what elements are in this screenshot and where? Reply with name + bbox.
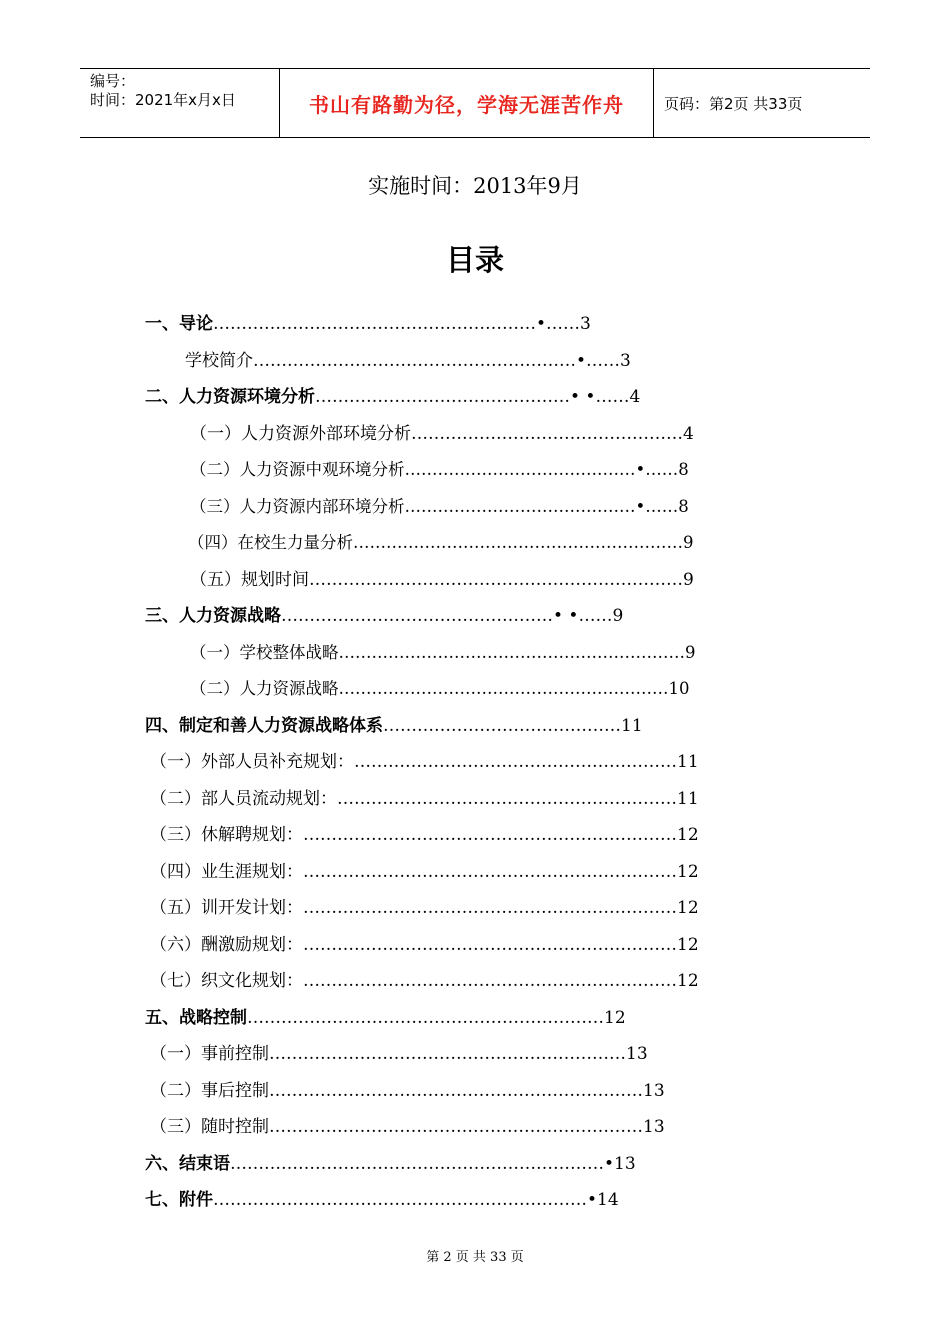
toc-entry-page: ……………………………………………………11 [337,788,699,809]
page-header [80,68,870,138]
toc-entry-page: ……………………………………11 [383,715,643,736]
toc-entry-page: …………………………………………………………•13 [230,1153,636,1174]
toc-entry-label: （四）业生涯规划： [150,861,303,882]
toc-entry-label: （五）训开发计划： [150,898,303,918]
toc-entry-label: （三）休解聘规划： [150,825,303,845]
toc-entry[interactable] [190,677,690,701]
toc-entry-page: ………………………………………• •……4 [315,387,641,407]
toc-entry-page: …………………………………………………………12 [303,861,699,882]
toc-entry-page: …………………………………………………………12 [303,971,699,991]
toc-entry[interactable] [150,750,699,774]
toc-entry-page: …………………………………………• •……9 [281,606,624,626]
toc-entry-label: （七）织文化规划： [150,971,303,991]
toc-entry[interactable] [150,1115,665,1139]
toc-entry-page: …………………………………………………………12 [303,825,699,845]
toc-entry-page: …………………………………………4 [411,423,694,444]
toc-entry-page: ………………………………………………………13 [269,1044,648,1064]
document-time-label: 时间：2021年x月x日 [90,91,236,109]
toc-entry[interactable] [145,1152,636,1176]
toc-entry-label: （一）学校整体战略 [190,642,339,662]
toc-entry[interactable] [150,1079,665,1103]
toc-entry-label: （四）在校生力量分析 [188,533,353,552]
toc-entry[interactable] [185,349,631,373]
toc-entry[interactable] [145,1006,626,1030]
header-motto: 书山有路勤为径，学海无涯苦作舟 [280,69,654,137]
toc-entry-page: …………………………………………………………13 [269,1080,665,1101]
toc-entry-page: …………………………………………………………13 [269,1117,665,1137]
toc-entry-page: ………………………………………………………12 [247,1007,626,1028]
toc-entry[interactable] [145,1188,619,1212]
toc-entry-label: （一）事前控制 [150,1044,269,1064]
toc-entry-page: …………………………………………………11 [354,752,699,772]
toc-entry[interactable] [190,422,694,446]
toc-entry-label: 三、人力资源战略 [145,606,281,626]
toc-entry[interactable] [145,604,623,628]
document-number-label: 编号： [90,72,136,90]
toc-entry[interactable] [150,933,699,957]
toc-entry[interactable] [145,714,643,738]
toc-entry-label: 五、战略控制 [145,1007,247,1028]
toc-entry-label: （一）人力资源外部环境分析 [190,423,411,444]
toc-entry-page: ………………………………………………………9 [338,642,696,662]
toc-entry-label: （一）外部人员补充规划： [150,752,354,772]
toc-entry-page: …………………………………………………………9 [309,569,694,590]
toc-entry-label: 四、制定和善人力资源战略体系 [145,715,383,736]
toc-entry-page: …………………………………………………•……3 [213,314,591,334]
toc-entry[interactable] [150,823,699,847]
page-footer: 第 2 页 共 33 页 [426,1250,524,1265]
header-page-info: 页码：第2页 共33页 [664,94,803,113]
toc-entry-page: ……………………………………•……8 [404,496,689,516]
toc-entry-label: 七、附件 [145,1190,213,1210]
toc-entry-page: …………………………………………………•……3 [253,350,631,371]
toc-entry[interactable] [150,860,699,884]
toc-entry[interactable] [190,458,689,482]
toc-entry[interactable] [150,787,699,811]
toc-entry-label: （三）随时控制 [150,1117,269,1137]
toc-entry[interactable] [150,896,699,920]
toc-entry[interactable] [145,312,591,336]
toc-entry-page: ……………………………………………………9 [353,533,694,552]
toc-entry-label: （六）酬激励规划： [150,934,303,955]
toc-entry[interactable] [150,1042,648,1066]
toc-entry-label: （三）人力资源内部环境分析 [190,496,405,516]
toc-entry-label: （二）人力资源战略 [190,679,339,698]
toc-entry-page: ……………………………………………………10 [338,679,690,698]
header-meta [80,69,280,137]
toc-entry-label: 学校简介 [185,350,253,371]
toc-entry-label: （二）部人员流动规划： [150,788,337,809]
toc-entry-label: 一、导论 [145,314,213,334]
toc-entry-label: 六、结束语 [145,1153,230,1174]
toc-entry-label: 二、人力资源环境分析 [145,387,315,407]
toc-entry-page: …………………………………………………………12 [303,898,699,918]
toc-entry-label: （二）人力资源中观环境分析 [190,460,405,479]
toc-entry[interactable] [150,969,699,993]
toc-entry[interactable] [190,568,694,592]
toc-entry-page: …………………………………………………………12 [303,934,699,955]
implementation-time: 实施时间：2013年9月 [368,174,582,198]
toc-entry[interactable] [145,385,640,409]
toc-entry[interactable] [188,531,694,555]
toc-entry-label: （五）规划时间 [190,569,309,590]
toc-entry[interactable] [190,495,689,519]
toc-title: 目录 [445,243,504,277]
toc-entry-label: （二）事后控制 [150,1080,269,1101]
toc-entry-page: ……………………………………•……8 [404,460,689,479]
toc-entry[interactable] [190,641,696,665]
toc-entry-page: …………………………………………………………•14 [213,1190,619,1210]
